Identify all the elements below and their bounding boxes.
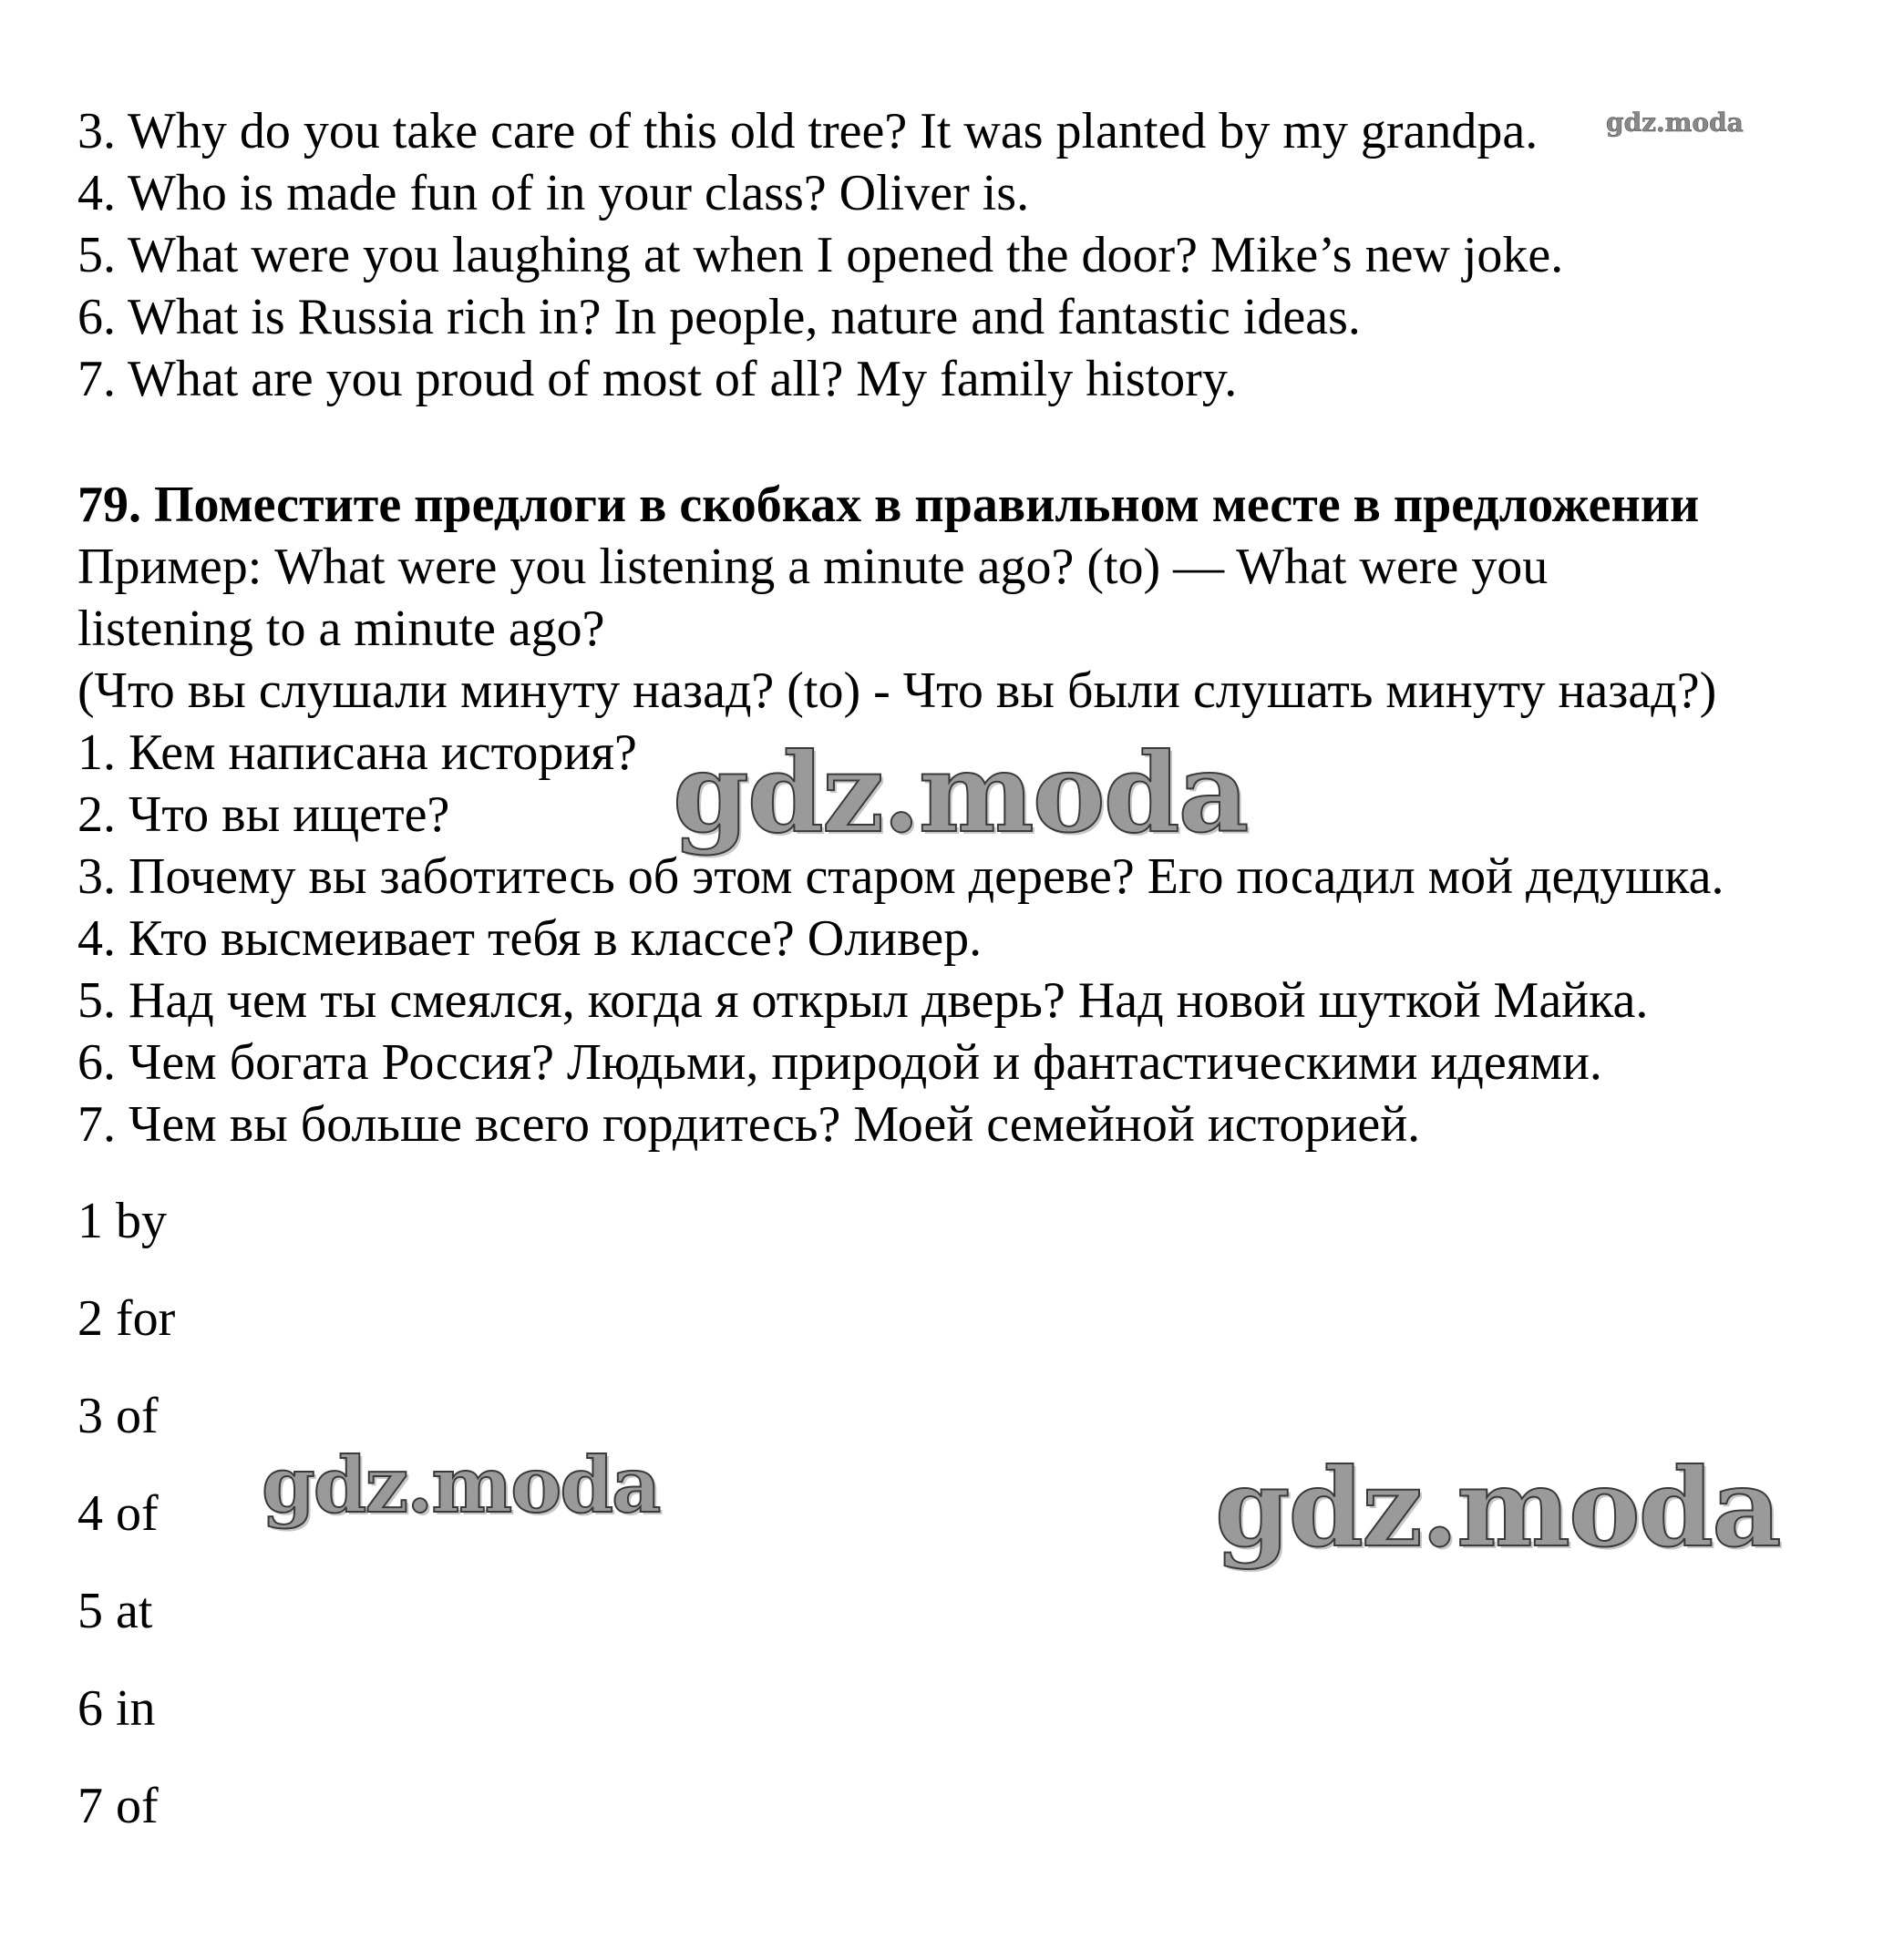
translation-6: 6. Чем богата Россия? Людьми, природой и фантастическими идеями. xyxy=(77,1034,1602,1091)
answer-2: 2 for xyxy=(77,1290,176,1347)
translation-2: 2. Что вы ищете? xyxy=(77,786,450,843)
english-answer-6: 6. What is Russia rich in? In people, nature and fantastic ideas. xyxy=(77,289,1361,345)
example-line-1: Пример: What were you listening a minute ago? (to) — What were you xyxy=(77,539,1549,595)
answer-4: 4 of xyxy=(77,1485,159,1542)
answer-7: 7 of xyxy=(77,1778,159,1834)
translation-5: 5. Над чем ты смеялся, когда я открыл дверь? Над новой шуткой Майка. xyxy=(77,972,1649,1029)
watermark-center: gdz.moda xyxy=(673,729,1248,857)
watermark-right: gdz.moda xyxy=(1215,1444,1780,1571)
translation-3: 3. Почему вы заботитесь об этом старом дереве? Его посадил мой дедушка. xyxy=(77,848,1724,905)
example-translation: (Что вы слушали минуту назад? (to) - Что вы были слушать минуту назад?) xyxy=(77,662,1717,719)
answer-1: 1 by xyxy=(77,1193,167,1249)
english-answer-4: 4. Who is made fun of in your class? Oliver is. xyxy=(77,165,1030,221)
answer-6: 6 in xyxy=(77,1680,156,1737)
watermark-left: gdz.moda xyxy=(262,1440,660,1530)
example-line-2: listening to a minute ago? xyxy=(77,600,605,657)
english-answer-3: 3. Why do you take care of this old tree? It was planted by my grandpa. xyxy=(77,103,1539,159)
translation-4: 4. Кто высмеивает тебя в классе? Оливер. xyxy=(77,910,983,967)
english-answer-7: 7. What are you proud of most of all? My family history. xyxy=(77,351,1238,407)
watermark-small: gdz.moda xyxy=(1606,108,1744,138)
translation-1: 1. Кем написана история? xyxy=(77,724,637,781)
english-answer-5: 5. What were you laughing at when I opened the door? Mike’s new joke. xyxy=(77,227,1564,283)
answer-3: 3 of xyxy=(77,1388,159,1444)
exercise-heading: 79. Поместите предлоги в скобках в правильном месте в предложении xyxy=(77,477,1700,533)
answer-5: 5 at xyxy=(77,1583,153,1639)
translation-7: 7. Чем вы больше всего гордитесь? Моей семейной историей. xyxy=(77,1096,1421,1153)
